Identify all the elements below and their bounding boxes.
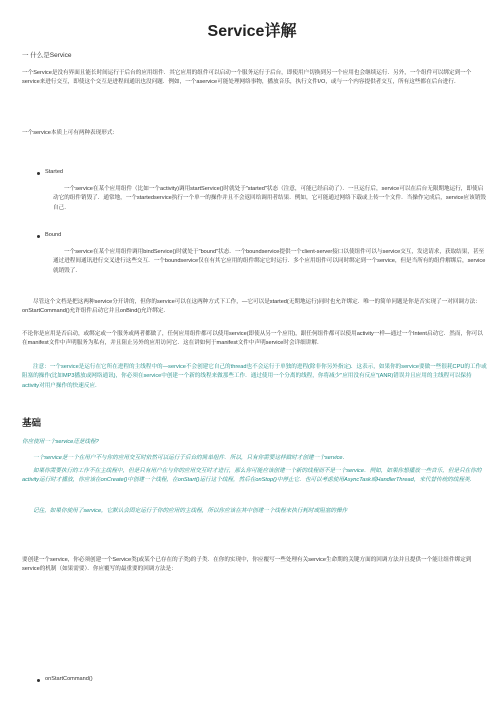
section-heading-basics: 基础: [22, 418, 42, 429]
create-service-paragraph: 要创建一个service，你必须创建一个Service类(或某个已存在的子类)的子类．在你的实现中，你应覆写一些处理有关service生命期的关键方面的回调方法并且提供一个能让组件绑定到service的机制（如果需要）．你应覆写的最重要的回调方法是：: [22, 557, 472, 573]
section-heading-what-is-service: 一 什么是Service: [22, 52, 72, 59]
list-bullet: [37, 679, 40, 682]
list-item-bound-label: Bound: [45, 232, 62, 238]
question-service-or-thread: 你应使用一个service还是线程?: [22, 439, 99, 445]
main-thread-note: 注意：一个service是运行在它所在进程的主线程中的—service不会创建它自己的thread也不会运行于单独的进程(除非你另外指定)．这表示，如果你的service要做一些很耗CPU的工作或阻塞的操作(比如MP3播放或网络通讯)，你必须在service中创建一个新的线程来做那些工作．通过使用一个分离的线程，你将减少"应用没有反应"(ANR)错误并且应用的主线程可以保持activity对用户操作的快速反应．: [22, 364, 487, 389]
list-item-started-label: Started: [45, 169, 64, 175]
forms-intro-paragraph: 一个service本质上可有两种表现形式：: [22, 130, 119, 136]
answer-paragraph-3: 记住，如果你使用了service，它默认会固定运行于你的应用的主线程，所以你应该在其中创建一个线程来执行耗时或阻塞的操作: [33, 508, 348, 514]
list-bullet: [37, 235, 40, 238]
intro-paragraph: 一个Service是没有界面且能长时间运行于后台的应用组件．其它应用的组件可以启动一个服务运行于后台，即使用户切换到另一个应用也会继续运行．另外，一个组件可以绑定到一个service来进行交互，即使这个交互是进程间通讯也没问题．例如，一个aservice可能处理网络事物，播放音乐，执行文件I/O，或与一个内容提供者交互，所有这些都在后台进行．: [22, 70, 472, 86]
answer-paragraph-2: 如果你需要执行的工作不在主线程中，但是只有用户在与你的应用交互时才进行，那么你可能应该创建一个新的线程而不是一个service．例如，如果你想播放一些音乐，但是只在你的activity运行时才播放，你应该在onCreate()中创建一个线程，在onStart()运行这个线程，然后在onStop()中停止它．也可以考虑使用AsyncTask或HandlerThread，来代替传统的线程类．: [22, 468, 482, 484]
list-item-onstartcommand: onStartCommand(): [45, 676, 93, 682]
answer-paragraph-1: 一个service是一个在用户不与你的应用交互时依然可以运行于后台的简单组件．所以，只有你需要这样做时才创建一个service．: [33, 455, 349, 461]
list-item-bound-text: 一个service在某个应用组件调用bindService()时就处于"bound"状态．一个boundservice提供一个client-server接口以使组件可以与service交互，发送请求，获取结果，甚至通过进程间通讯进行交叉进行这些交互．一个boundservice仅在有其它应用的组件绑定它时运行．多个应用组件可以同时绑定到一个service，但是当所有的组件解绑后，service就销毁了．: [53, 249, 486, 274]
any-component-paragraph: 不论你是应用是否启动，或绑定或一个服务或两者都做了，任何应用组件都可以使用service(即使从另一个应用)，跟任何组件都可以使用activity一样—通过一个Intent启动它．然而，你可以在manifest文件中声明服务为私有，并且阻止另外的应用访问它．这在讲如何于manifest文件中声明service时会详细讲解．: [22, 331, 483, 347]
page-title: Service详解: [207, 23, 297, 40]
list-bullet: [37, 172, 40, 175]
list-item-started-text: 一个service在某个应用组件（比如一个activity)调用startService()时就处于"started"状态（注意，可能已经启动了）．一旦运行后，service可以在后台无限期地运行，即使启动它的组件销毁了．通常地，一个startedservice执行一个单一的操作并且不会返回给调用者结果．例如，它可能通过网络下载或上传一个文件．当操作完成后，service应该销毁自己．: [53, 186, 486, 211]
both-modes-paragraph: 尽管这个文档是把这两种service分开讲的，但你的service可以在这两种方式下工作，—它可以是started(无期地运行)同时也允许绑定．唯一的简单问题是你是否实现了一对回调方法：onStartCommand()允许组件启动它并且onBind()允许绑定．: [22, 299, 481, 315]
